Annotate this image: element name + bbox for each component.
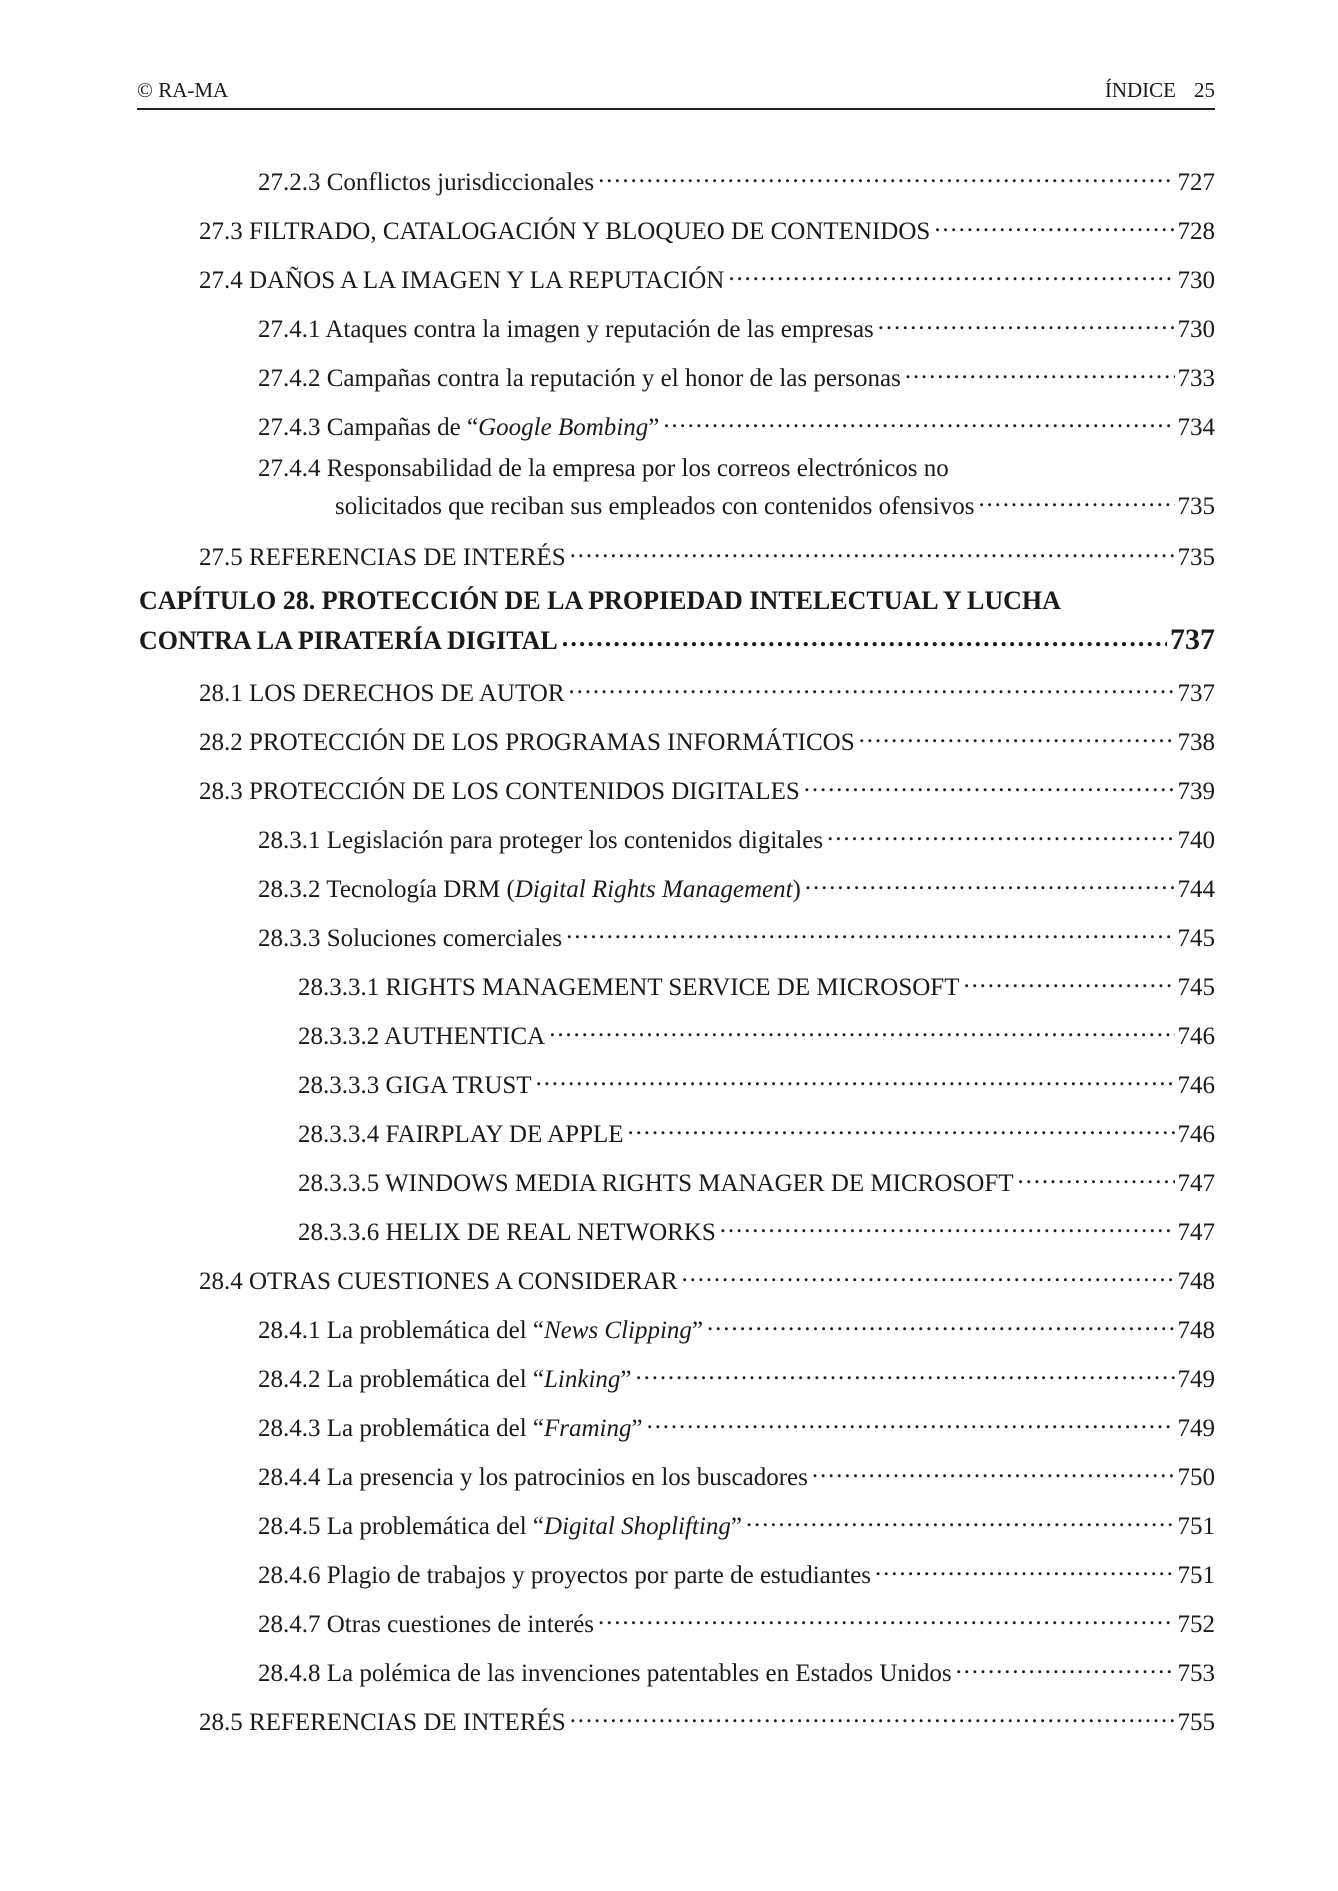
dot-leader (570, 1700, 1175, 1730)
entry-title (258, 1316, 703, 1346)
entry-page: 751 (1177, 1513, 1215, 1540)
entry-title: 27.2.3 Conflictos jurisdiccionales (258, 169, 595, 196)
dot-leader (1018, 1161, 1175, 1191)
toc-entry[interactable] (258, 160, 1215, 198)
entry-page: 748 (1177, 1317, 1215, 1344)
dot-leader (875, 1553, 1174, 1583)
entry-title-italic: Linking (544, 1366, 621, 1393)
toc-entry[interactable] (258, 454, 1215, 522)
entry-title: 28.3.3 Soluciones comerciales (258, 925, 563, 952)
entry-title-italic: Digital Rights Management (514, 876, 793, 903)
toc-entry[interactable] (298, 1014, 1215, 1052)
toc-entry[interactable] (258, 1553, 1215, 1591)
entry-title: 28.4.4 La presencia y los patrocinios en los buscadores (258, 1464, 808, 1491)
entry-title (258, 1414, 643, 1444)
entry-title: 28.3.3.1 RIGHTS MANAGEMENT SERVICE DE MICROSOFT (298, 974, 960, 1001)
dot-leader (859, 720, 1175, 750)
entry-title-italic: Google Bombing (478, 414, 649, 441)
entry-title: 28.3.3.4 FAIRPLAY DE APPLE (298, 1121, 624, 1148)
dot-leader (570, 535, 1175, 565)
entry-title-text: ” (691, 1317, 704, 1344)
entry-page: 730 (1177, 316, 1215, 343)
entry-page: 747 (1177, 1170, 1215, 1197)
toc-entry[interactable] (258, 867, 1215, 905)
dot-leader (566, 916, 1174, 946)
toc-entry[interactable] (258, 1308, 1215, 1346)
entry-title-italic: News Clipping (544, 1317, 692, 1344)
entry-title: 28.2 PROTECCIÓN DE LOS PROGRAMAS INFORMÁTICOS (199, 729, 855, 756)
page-number: 25 (1194, 78, 1215, 102)
dot-leader (827, 818, 1174, 848)
entry-title (258, 1365, 632, 1395)
entry-title: 27.5 REFERENCIAS DE INTERÉS (199, 544, 566, 571)
section-title-text: ÍNDICE (1104, 78, 1176, 102)
entry-page: 751 (1177, 1562, 1215, 1589)
chapter-title-line-1: CAPÍTULO 28. PROTECCIÓN DE LA PROPIEDAD INTELECTUAL Y LUCHA (139, 586, 1061, 615)
entry-page: 733 (1177, 365, 1215, 392)
dot-leader (812, 1455, 1175, 1485)
entry-page: 738 (1177, 729, 1215, 756)
dot-leader (536, 1063, 1175, 1093)
entry-title: 28.4 OTRAS CUESTIONES A CONSIDERAR (199, 1268, 678, 1295)
entry-title (258, 875, 801, 905)
entry-title: 28.3 PROTECCIÓN DE LOS CONTENIDOS DIGITALES (199, 778, 800, 805)
entry-page: 728 (1177, 218, 1215, 245)
dot-leader (663, 405, 1174, 435)
dot-leader (598, 160, 1174, 190)
dot-leader (707, 1308, 1174, 1338)
entry-title: 27.4.1 Ataques contra la imagen y reputación de las empresas (258, 316, 874, 343)
entry-title-text: ” (631, 1415, 643, 1442)
entry-title-text: 27.4.3 Campañas de “ (258, 414, 479, 441)
toc-entry[interactable] (298, 1210, 1215, 1248)
entry-title: 28.4.8 La polémica de las invenciones patentables en Estados Unidos (258, 1660, 952, 1687)
entry-page: 753 (1177, 1660, 1215, 1687)
entry-title-italic: Digital Shoplifting (544, 1513, 731, 1540)
entry-title-text: ” (620, 1366, 632, 1393)
entry-title: 27.4.2 Campañas contra la reputación y el honor de las personas (258, 365, 901, 392)
toc-entry[interactable] (199, 258, 1215, 296)
entry-title-text: 28.3.2 Tecnología DRM ( (258, 876, 515, 903)
toc-entry[interactable] (298, 1161, 1215, 1199)
dot-leader (804, 769, 1175, 799)
entry-page: 746 (1177, 1072, 1215, 1099)
entry-page: 752 (1177, 1611, 1215, 1638)
dot-leader (746, 1504, 1175, 1534)
entry-page: 734 (1177, 414, 1215, 441)
dot-leader (720, 1210, 1175, 1240)
entry-title: 28.4.6 Plagio de trabajos y proyectos por parte de estudiantes (258, 1562, 872, 1589)
dot-leader (562, 619, 1167, 649)
dot-leader (934, 209, 1174, 239)
toc-entry[interactable] (298, 1112, 1215, 1150)
entry-title-text: ” (730, 1513, 742, 1540)
entry-title-text: ) (792, 876, 801, 903)
entry-title: 28.3.3.6 HELIX DE REAL NETWORKS (298, 1219, 716, 1246)
toc-entry[interactable] (258, 405, 1215, 443)
dot-leader (728, 258, 1174, 288)
entry-page: 747 (1177, 1219, 1215, 1246)
entry-page: 749 (1177, 1366, 1215, 1393)
toc-entry[interactable] (199, 671, 1215, 709)
dot-leader (682, 1259, 1175, 1289)
toc-chapter-entry[interactable] (139, 582, 1215, 659)
entry-page: 730 (1177, 267, 1215, 294)
dot-leader (905, 356, 1175, 386)
entry-title-text: 28.4.1 La problemática del “ (258, 1317, 544, 1344)
toc-entry[interactable] (258, 356, 1215, 394)
entry-page: 749 (1177, 1415, 1215, 1442)
entry-page: 740 (1177, 827, 1215, 854)
entry-title-line-1: 27.4.4 Responsabilidad de la empresa por los correos electrónicos no (258, 455, 949, 482)
toc-entry[interactable] (199, 1259, 1215, 1297)
toc-entry[interactable] (258, 307, 1215, 345)
entry-page: 750 (1177, 1464, 1215, 1491)
chapter-page: 737 (1170, 623, 1215, 656)
entry-title: 28.3.3.2 AUTHENTICA (298, 1023, 546, 1050)
entry-title: 27.3 FILTRADO, CATALOGACIÓN Y BLOQUEO DE CONTENIDOS (199, 218, 931, 245)
entry-page: 744 (1177, 876, 1215, 903)
toc-entry[interactable] (199, 1700, 1215, 1738)
entry-title-text: ” (648, 414, 660, 441)
entry-title-text: 28.4.5 La problemática del “ (258, 1513, 544, 1540)
dot-leader (978, 484, 1174, 514)
entry-title: 28.1 LOS DERECHOS DE AUTOR (199, 680, 565, 707)
dot-leader (549, 1014, 1174, 1044)
entry-page: 739 (1177, 778, 1215, 805)
dot-leader (878, 307, 1175, 337)
entry-page: 746 (1177, 1023, 1215, 1050)
entry-title-text: 28.4.2 La problemática del “ (258, 1366, 544, 1393)
entry-title: 28.3.1 Legislación para proteger los contenidos digitales (258, 827, 824, 854)
toc-entry[interactable] (258, 1602, 1215, 1640)
chapter-title-line-2: CONTRA LA PIRATERÍA DIGITAL (139, 626, 558, 655)
toc-entry[interactable] (258, 1357, 1215, 1395)
toc-entry[interactable] (199, 209, 1215, 247)
entry-title-text: 28.4.3 La problemática del “ (258, 1415, 544, 1442)
toc-entry[interactable] (258, 1504, 1215, 1542)
toc-entry[interactable] (258, 818, 1215, 856)
running-header (137, 78, 1215, 110)
toc-entry[interactable] (258, 916, 1215, 954)
entry-title-italic: Framing (544, 1415, 632, 1442)
entry-title (258, 413, 659, 443)
toc-entry[interactable] (199, 769, 1215, 807)
entry-title (258, 1512, 742, 1542)
dot-leader (628, 1112, 1175, 1142)
toc-entry[interactable] (199, 720, 1215, 758)
toc-entry[interactable] (199, 535, 1215, 573)
entry-page: 745 (1177, 974, 1215, 1001)
dot-leader (647, 1406, 1175, 1436)
section-title (1105, 78, 1215, 103)
dot-leader (963, 965, 1174, 995)
toc-entry[interactable] (258, 1651, 1215, 1689)
dot-leader (956, 1651, 1175, 1681)
entry-page: 755 (1177, 1709, 1215, 1736)
toc-entry[interactable] (258, 1455, 1215, 1493)
dot-leader (569, 671, 1175, 701)
entry-title: 28.5 REFERENCIAS DE INTERÉS (199, 1709, 566, 1736)
entry-page: 745 (1177, 925, 1215, 952)
entry-title: 28.4.7 Otras cuestiones de interés (258, 1611, 595, 1638)
dot-leader (636, 1357, 1175, 1387)
toc-entry[interactable] (298, 965, 1215, 1003)
dot-leader (805, 867, 1175, 897)
entry-title: 28.3.3.3 GIGA TRUST (298, 1072, 532, 1099)
dot-leader (598, 1602, 1174, 1632)
entry-page: 748 (1177, 1268, 1215, 1295)
entry-title-line-2: solicitados que reciban sus empleados con contenidos ofensivos (335, 493, 975, 520)
toc-entry[interactable] (258, 1406, 1215, 1444)
entry-page: 737 (1177, 680, 1215, 707)
entry-page: 735 (1177, 493, 1215, 520)
entry-page: 735 (1177, 544, 1215, 571)
toc-entry[interactable] (298, 1063, 1215, 1101)
entry-page: 746 (1177, 1121, 1215, 1148)
entry-title: 28.3.3.5 WINDOWS MEDIA RIGHTS MANAGER DE MICROSOFT (298, 1170, 1014, 1197)
entry-title: 27.4 DAÑOS A LA IMAGEN Y LA REPUTACIÓN (199, 267, 725, 294)
publisher-mark: © RA-MA (137, 78, 229, 102)
entry-page: 727 (1177, 169, 1215, 196)
